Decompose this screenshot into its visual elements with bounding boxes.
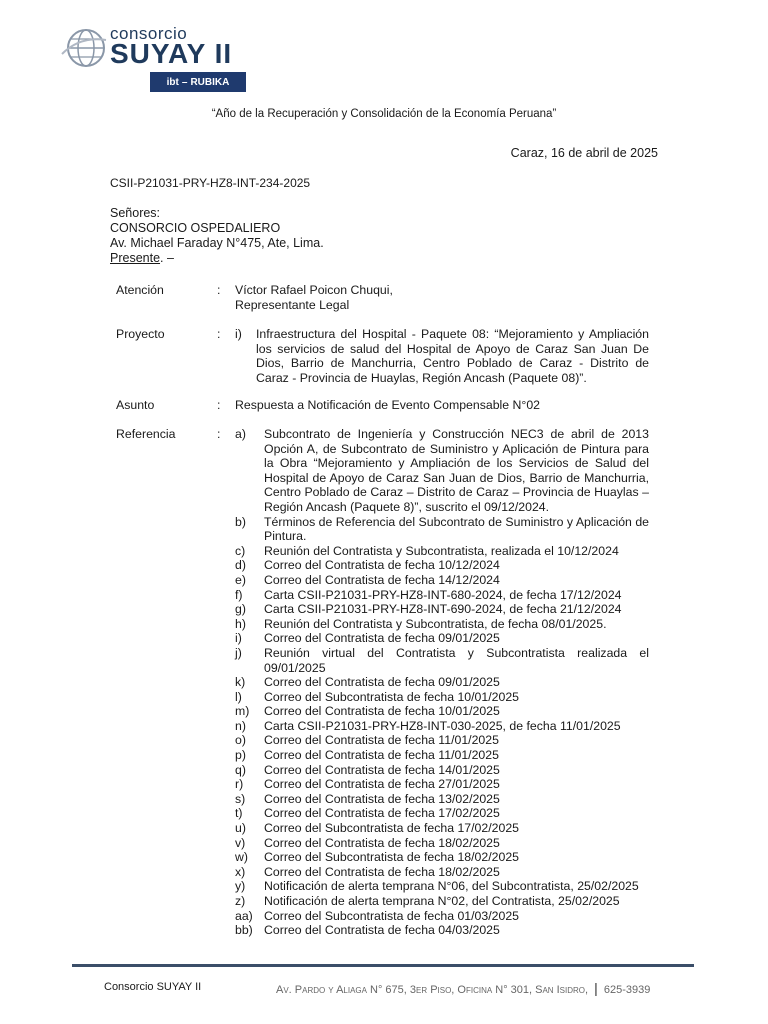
globe-icon [60,26,108,70]
company-logo [60,24,250,96]
referencia-label: Referencia [116,427,176,441]
reference-item [235,675,649,690]
reference-marker: y) [235,879,246,894]
reference-item [235,909,649,924]
proyecto-text: Infraestructura del Hospital - Paquete 08: “Mejoramiento y Ampliación los servicios de salud del Hospital de Apoyo de Caraz San Juan De Dios, Barrio de Manchurria, Centro Poblado de Caraz - Distrito de Caraz - Provincia de Huaylas, Región Ancash (Paquete 08)”. [256,327,649,385]
reference-marker: n) [235,718,246,733]
reference-text: Correo del Contratista de fecha 11/01/2025 [264,748,499,763]
reference-item [235,879,649,894]
reference-text: Reunión del Contratista y Subcontratista, de fecha 08/01/2025. [264,616,607,631]
reference-item [235,617,649,632]
presente-word: Presente [110,251,161,265]
presente-line [110,251,324,266]
reference-marker: t) [235,806,243,821]
presente-tail: . – [160,251,174,265]
reference-marker: g) [235,602,246,617]
reference-marker: s) [235,791,246,806]
reference-item [235,515,649,544]
badge-rubika: RUBIKA [190,76,230,88]
reference-item [235,836,649,851]
reference-item [235,792,649,807]
letter-date: Caraz, 16 de abril de 2025 [510,146,658,160]
footer-divider [72,964,694,967]
logo-text-suyay: SUYAY II [110,38,233,69]
reference-text: Correo del Contratista de fecha 09/01/2025 [264,675,500,690]
reference-item [235,646,649,675]
proyecto-marker: i) [235,327,242,341]
reference-marker: m) [235,704,250,719]
reference-item [235,763,649,778]
colon: : [217,283,221,297]
reference-text: Correo del Contratista de fecha 11/01/2025 [264,733,499,748]
reference-marker: h) [235,616,246,631]
reference-marker: j) [235,645,242,660]
reference-text: Correo del Contratista de fecha 14/01/2025 [264,762,500,777]
reference-text: Correo del Contratista de fecha 14/12/2024 [264,572,500,587]
addressee-address: Av. Michael Faraday N°475, Ate, Lima. [110,236,324,250]
reference-text: Reunión virtual del Contratista y Subcontratista realizada el 09/01/2025 [264,645,649,675]
footer-separator: | [594,980,598,996]
reference-item [235,850,649,865]
colon: : [217,327,221,341]
reference-item [235,806,649,821]
reference-item [235,427,649,515]
reference-text: Notificación de alerta temprana N°06, del Subcontratista, 25/02/2025 [264,879,639,894]
footer-address: Av. Pardo y Aliaga N° 675, 3er Piso, Oficina N° 301, San Isidro, [276,984,589,996]
reference-item [235,865,649,880]
reference-marker: x) [235,864,246,879]
reference-marker: v) [235,835,246,850]
reference-item [235,777,649,792]
reference-text: Correo del Contratista de fecha 18/02/2025 [264,835,500,850]
reference-marker: b) [235,514,246,529]
logo-text-consorcio: consorcio [110,24,188,43]
reference-list [235,427,649,938]
reference-marker: q) [235,762,246,777]
reference-text: Correo del Subcontratista de fecha 10/01/2025 [264,689,519,704]
reference-text: Correo del Contratista de fecha 13/02/2025 [264,791,500,806]
year-motto: “Año de la Recuperación y Consolidación de la Economía Peruana” [211,108,557,120]
reference-item [235,573,649,588]
reference-item [235,733,649,748]
reference-marker: r) [235,777,244,792]
atencion-label: Atención [116,283,164,297]
atencion-role: Representante Legal [235,297,350,312]
reference-item [235,690,649,705]
reference-text: Correo del Contratista de fecha 18/02/2025 [264,864,500,879]
reference-text: Carta CSII-P21031-PRY-HZ8-INT-690-2024, de fecha 21/12/2024 [264,602,622,617]
reference-text: Correo del Contratista de fecha 10/01/2025 [264,704,500,719]
reference-item [235,821,649,836]
reference-text: Términos de Referencia del Subcontrato de Suministro y Aplicación de Pintura. [264,514,649,544]
atencion-name: Víctor Rafael Poicon Chuqui, [235,283,393,297]
reference-text: Correo del Subcontratista de fecha 17/02/2025 [264,821,519,836]
reference-item [235,588,649,603]
reference-text: Correo del Contratista de fecha 09/01/2025 [264,631,500,646]
addressee-block [110,206,324,266]
badge-ibt: ibt [166,76,179,88]
reference-marker: e) [235,572,246,587]
reference-marker: aa) [235,908,253,923]
reference-item [235,719,649,734]
reference-text: Correo del Subcontratista de fecha 18/02/2025 [264,850,519,865]
reference-marker: i) [235,631,242,646]
reference-text: Correo del Contratista de fecha 04/03/2025 [264,923,500,938]
reference-marker: o) [235,733,246,748]
reference-item [235,558,649,573]
reference-marker: f) [235,587,243,602]
reference-marker: l) [235,689,242,704]
colon: : [217,427,221,441]
reference-item [235,631,649,646]
reference-marker: z) [235,894,246,908]
footer-phone: 625-3939 [603,984,651,996]
reference-marker: p) [235,748,246,763]
reference-text: Correo del Contratista de fecha 17/02/2025 [264,806,500,821]
letter-code: CSII-P21031-PRY-HZ8-INT-234-2025 [110,176,311,190]
footer-company: Consorcio SUYAY II [104,981,202,993]
reference-text: Subcontrato de Ingeniería y Construcción NEC3 de abril de 2013 Opción A, de Subcontrato de Suministro y Aplicación de Pintura para la Obra “Mejoramiento y Ampliación de los Servicios de Salud del Hospital de Apoyo de Caraz San Juan de Dios, Barrio de Manchurria, Centro Poblado de Caraz – Distrito de Caraz – Provincia de Huaylas – Región Ancash (Paquete 8)”, suscrito el 09/12/2024. [264,427,649,514]
reference-item [235,923,649,938]
reference-text: Correo del Subcontratista de fecha 01/03/2025 [264,908,519,923]
proyecto-label: Proyecto [116,327,165,341]
reference-item [235,894,649,909]
reference-marker: w) [235,850,248,865]
salutation: Señores: [110,206,161,220]
reference-marker: a) [235,427,246,441]
reference-text: Correo del Contratista de fecha 27/01/2025 [264,777,500,792]
reference-text: Carta CSII-P21031-PRY-HZ8-INT-030-2025, de fecha 11/01/2025 [264,718,621,733]
reference-item [235,748,649,763]
reference-text: Reunión del Contratista y Subcontratista, realizada el 10/12/2024 [264,543,619,558]
asunto-text: Respuesta a Notificación de Evento Compensable N°02 [235,398,541,412]
reference-item [235,544,649,559]
partner-badge: ibt – RUBIKA [150,72,246,92]
reference-marker: u) [235,821,246,836]
addressee-name: CONSORCIO OSPEDALIERO [110,221,281,235]
reference-marker: bb) [235,923,253,938]
reference-marker: c) [235,543,246,558]
reference-text: Carta CSII-P21031-PRY-HZ8-INT-680-2024, de fecha 17/12/2024 [264,587,622,602]
reference-item [235,602,649,617]
colon: : [217,398,221,412]
reference-text: Notificación de alerta temprana N°02, del Contratista, 25/02/2025 [264,894,620,908]
reference-text: Correo del Contratista de fecha 10/12/2024 [264,558,500,573]
asunto-label: Asunto [116,398,155,412]
reference-item [235,704,649,719]
reference-marker: d) [235,558,246,573]
footer-address-block [276,980,650,996]
reference-marker: k) [235,675,246,690]
